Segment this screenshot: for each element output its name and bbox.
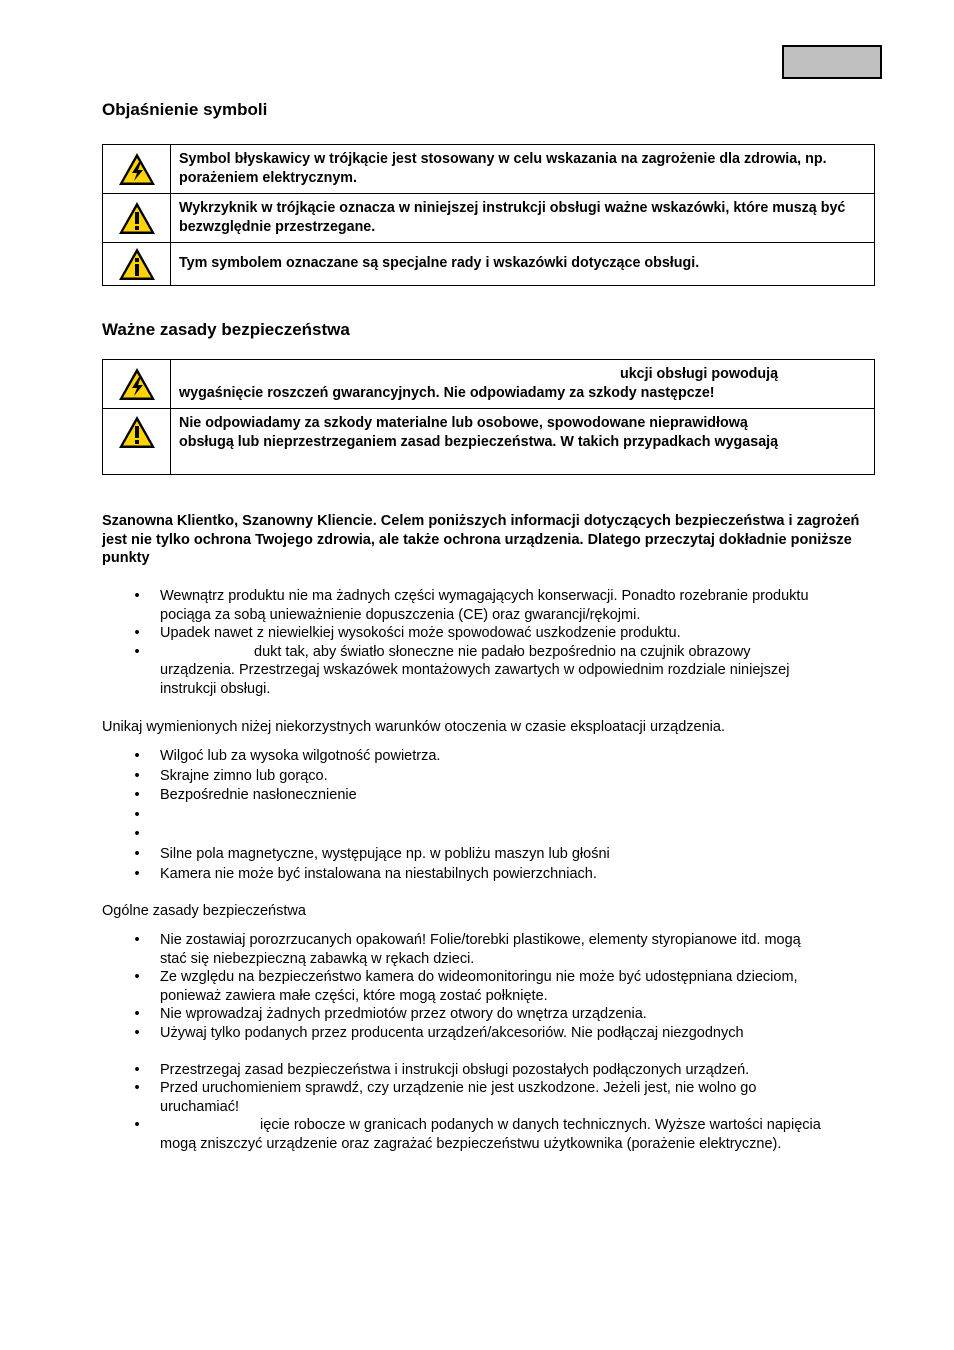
bullet: • xyxy=(134,767,140,784)
intro-paragraph: Szanowna Klientko, Szanowny Kliencie. Celem poniższych informacji dotyczących bezpieczeństwa i zagrożeń jest nie tylko ochrona Twojego zdrowia, ale także ochrona urządzenia. Dlatego przeczytaj dokładnie poniższe punkty xyxy=(102,513,860,566)
conditions-intro: Unikaj wymienionych niżej niekorzystnych warunków otoczenia w czasie eksploatacji urządzenia. xyxy=(102,719,725,735)
list-item-line: stać się niebezpieczną zabawką w rękach dzieci. xyxy=(160,950,475,967)
list-item-line: instrukcji obsługi. xyxy=(160,680,271,697)
symbol-description: Tym symbolem oznaczane są specjalne rady i wskazówki dotyczące obsługi. xyxy=(171,243,875,286)
list-item xyxy=(102,1061,882,1080)
list-item xyxy=(102,845,882,865)
list-item-text: Silne pola magnetyczne, występujące np. w pobliżu maszyn lub głośni xyxy=(160,845,610,862)
safety-note-line: wygaśnięcie roszczeń gwarancyjnych. Nie odpowiadamy za szkody następcze! xyxy=(179,384,715,401)
list-item xyxy=(102,767,882,787)
list-item-line: Przestrzegaj zasad bezpieczeństwa i instrukcji obsługi pozostałych podłączonych urządzeń. xyxy=(160,1061,750,1078)
bullet: • xyxy=(134,1061,140,1078)
list-item-text: Wilgoć lub za wysoka wilgotność powietrza. xyxy=(160,748,441,764)
list-item-line: Używaj tylko podanych przez producenta urządzeń/akcesoriów. Nie podłączaj niezgodnych xyxy=(160,1024,744,1041)
list-item xyxy=(102,931,882,968)
list-item-line: urządzenia. Przestrzegaj wskazówek montażowych zawartych w odpowiednim rozdziale niniejszej xyxy=(160,662,790,678)
bullet: • xyxy=(134,865,140,882)
bullet: • xyxy=(134,1080,140,1096)
lightning-warning-icon xyxy=(117,366,157,402)
list-item xyxy=(102,865,882,885)
table-row xyxy=(103,145,875,194)
list-item-line: Nie zostawiaj porozrzucanych opakowań! Folie/torebki plastikowe, elementy styropianowe itd. mogą xyxy=(160,932,801,948)
bullet: • xyxy=(134,1006,140,1022)
table-row xyxy=(103,409,875,475)
general-heading: Ogólne zasady bezpieczeństwa xyxy=(102,903,306,919)
list-item xyxy=(102,643,882,699)
bullet: • xyxy=(134,588,140,604)
bullet: • xyxy=(134,643,140,660)
list-item xyxy=(102,747,882,767)
exclamation-warning-icon xyxy=(117,414,157,450)
list-item-line: Nie wprowadzaj żadnych przedmiotów przez otwory do wnętrza urządzenia. xyxy=(160,1006,647,1022)
bullet: • xyxy=(134,826,140,843)
list-item xyxy=(102,1024,882,1061)
list-item xyxy=(102,1116,882,1153)
safety-note xyxy=(171,409,875,475)
list-item xyxy=(102,587,882,624)
list-item xyxy=(102,968,882,1005)
safety-note-line: obsługą lub nieprzestrzeganiem zasad bezpieczeństwa. W takich przypadkach wygasają xyxy=(179,433,779,450)
list-item-line: uruchamiać! xyxy=(160,1098,239,1115)
list-item-line: Upadek nawet z niewielkiej wysokości może spowodować uszkodzenie produktu. xyxy=(160,625,681,641)
list-item xyxy=(102,806,882,826)
list-item-line: mogą zniszczyć urządzenie oraz zagrażać bezpieczeństwu użytkownika (porażenie elektryczne). xyxy=(160,1135,782,1152)
symbols-table xyxy=(102,144,875,286)
bullet: • xyxy=(134,932,140,948)
list-item-line: ięcie robocze w granicach podanych w danych technicznych. Wyższe wartości napięcia xyxy=(260,1117,821,1133)
bullet: • xyxy=(134,748,140,764)
list-item-line: Wewnątrz produktu nie ma żadnych części wymagających konserwacji. Ponadto rozebranie produktu xyxy=(160,588,809,604)
bullet: • xyxy=(134,845,140,862)
icon-cell xyxy=(103,145,171,194)
heading-symbols: Objaśnienie symboli xyxy=(102,100,268,119)
list-item xyxy=(102,1005,882,1024)
list-item xyxy=(102,624,882,643)
bullet: • xyxy=(134,969,140,985)
list-item-text: Bezpośrednie nasłonecznienie xyxy=(160,787,357,804)
safety-note xyxy=(171,360,875,409)
icon-cell xyxy=(103,243,171,286)
product-care-list xyxy=(102,587,882,698)
table-row xyxy=(103,360,875,409)
list-item-line: ponieważ zawiera małe części, które mogą zostać połknięte. xyxy=(160,987,548,1004)
bullet: • xyxy=(134,806,140,823)
bullet: • xyxy=(134,1024,140,1041)
exclamation-warning-icon xyxy=(117,200,157,236)
icon-cell xyxy=(103,360,171,409)
safety-table xyxy=(102,359,875,475)
list-item-line: Ze względu na bezpieczeństwo kamera do wideomonitoringu nie może być udostępniana dzieciom, xyxy=(160,969,798,985)
conditions-list xyxy=(102,747,882,884)
bullet: • xyxy=(134,787,140,804)
list-item-line: dukt tak, aby światło słoneczne nie padało bezpośrednio na czujnik obrazowy xyxy=(254,643,751,660)
language-tab-box xyxy=(782,45,882,79)
list-item xyxy=(102,1079,882,1116)
icon-cell xyxy=(103,409,171,475)
list-item-text: Skrajne zimno lub gorąco. xyxy=(160,767,328,784)
bullet: • xyxy=(134,1117,140,1133)
table-row xyxy=(103,243,875,286)
icon-cell xyxy=(103,194,171,243)
safety-note-line: ukcji obsługi powodują xyxy=(620,366,779,382)
list-item xyxy=(102,786,882,806)
list-item-line: Przed uruchomieniem sprawdź, czy urządzenie nie jest uszkodzone. Jeżeli jest, nie wolno go xyxy=(160,1080,757,1096)
safety-note-line: Nie odpowiadamy za szkody materialne lub osobowe, spowodowane nieprawidłową xyxy=(179,415,748,431)
general-safety-list xyxy=(102,931,882,1153)
bullet: • xyxy=(134,625,140,641)
list-item xyxy=(102,825,882,845)
list-item-text: Kamera nie może być instalowana na niestabilnych powierzchniach. xyxy=(160,865,597,882)
list-item-line: pociąga za sobą unieważnienie dopuszczenia (CE) oraz gwarancji/rękojmi. xyxy=(160,606,641,623)
info-warning-icon xyxy=(117,246,157,282)
symbol-description: Symbol błyskawicy w trójkącie jest stosowany w celu wskazania na zagrożenie dla zdrowia, np. porażeniem elektrycznym. xyxy=(171,145,875,194)
lightning-warning-icon xyxy=(117,151,157,187)
table-row xyxy=(103,194,875,243)
heading-safety: Ważne zasady bezpieczeństwa xyxy=(102,320,350,339)
symbol-description: Wykrzyknik w trójkącie oznacza w niniejszej instrukcji obsługi ważne wskazówki, które muszą być bezwzględnie przestrzegane. xyxy=(171,194,875,243)
